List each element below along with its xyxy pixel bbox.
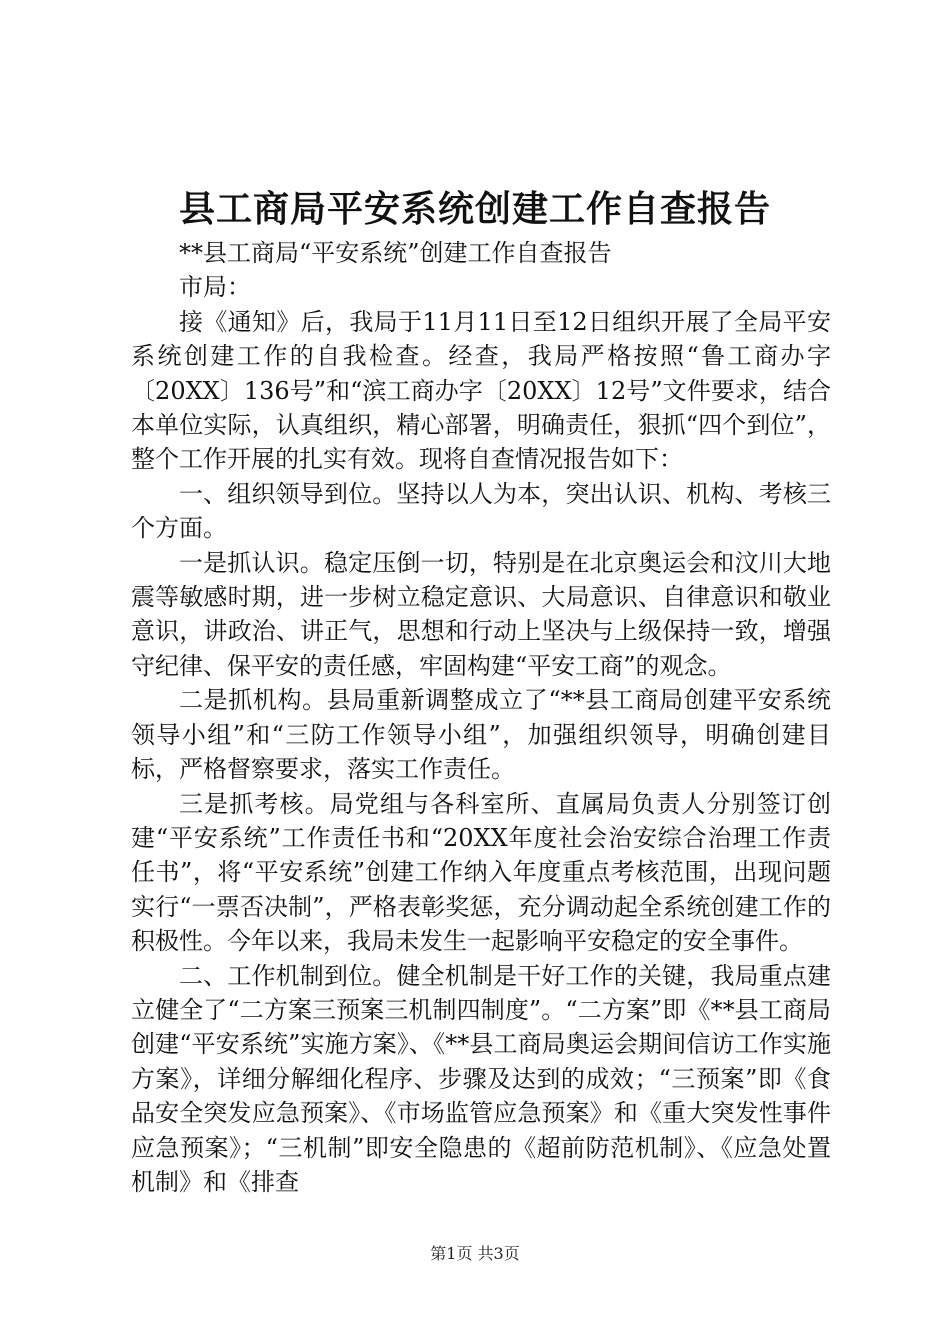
document-body <box>131 236 831 1199</box>
page-number-footer: 第1页 共3页 <box>430 1244 520 1263</box>
paragraph-assessment: 三是抓考核。局党组与各科室所、直属局负责人分别签订创建“平安系统”工作责任书和“20XX年度社会治安综合治理工作责任书”，将“平安系统”创建工作纳入年度重点考核范围，出现问题实行“一票否决制”，严格表彰奖惩，充分调动起全系统创建工作的积极性。今年以来，我局未发生一起影响平安稳定的安全事件。 <box>131 789 831 956</box>
document-title: 县工商局平安系统创建工作自查报告 <box>178 188 771 230</box>
paragraph-section-1: 一、组织领导到位。坚持以人为本，突出认识、机构、考核三个方面。 <box>131 479 831 543</box>
paragraph-awareness: 一是抓认识。稳定压倒一切，特别是在北京奥运会和汶川大地震等敏感时期，进一步树立稳定意识、大局意识、自律意识和敬业意识，讲政治、讲正气，思想和行动上坚决与上级保持一致，增强守纪律、保平安的责任感，牢固构建“平安工商”的观念。 <box>131 548 831 680</box>
salutation: 市局： <box>179 273 251 302</box>
paragraph-intro: 接《通知》后，我局于11月11日至12日组织开展了全局平安系统创建工作的自我检查。经查，我局严格按照“鲁工商办字〔20XX〕136号”和“滨工商办字〔20XX〕12号”文件要求，结合本单位实际，认真组织，精心部署，明确责任，狠抓“四个到位”，整个工作开展的扎实有效。现将自查情况报告如下： <box>131 307 831 474</box>
paragraph-section-2: 二、工作机制到位。健全机制是干好工作的关键，我局重点建立健全了“二方案三预案三机制四制度”。“二方案”即《**县工商局创建“平安系统”实施方案》、《**县工商局奥运会期间信访工作实施方案》，详细分解细化程序、步骤及达到的成效；“三预案”即《食品安全突发应急预案》、《市场监管应急预案》和《重大突发性事件应急预案》；“三机制”即安全隐患的《超前防范机制》、《应急处置机制》和《排查 <box>131 961 831 1196</box>
report-subtitle: **县工商局“平安系统”创建工作自查报告 <box>179 239 612 267</box>
paragraph-organization: 二是抓机构。县局重新调整成立了“**县工商局创建平安系统领导小组”和“三防工作领导小组”，加强组织领导，明确创建目标，严格督察要求，落实工作责任。 <box>131 686 831 784</box>
